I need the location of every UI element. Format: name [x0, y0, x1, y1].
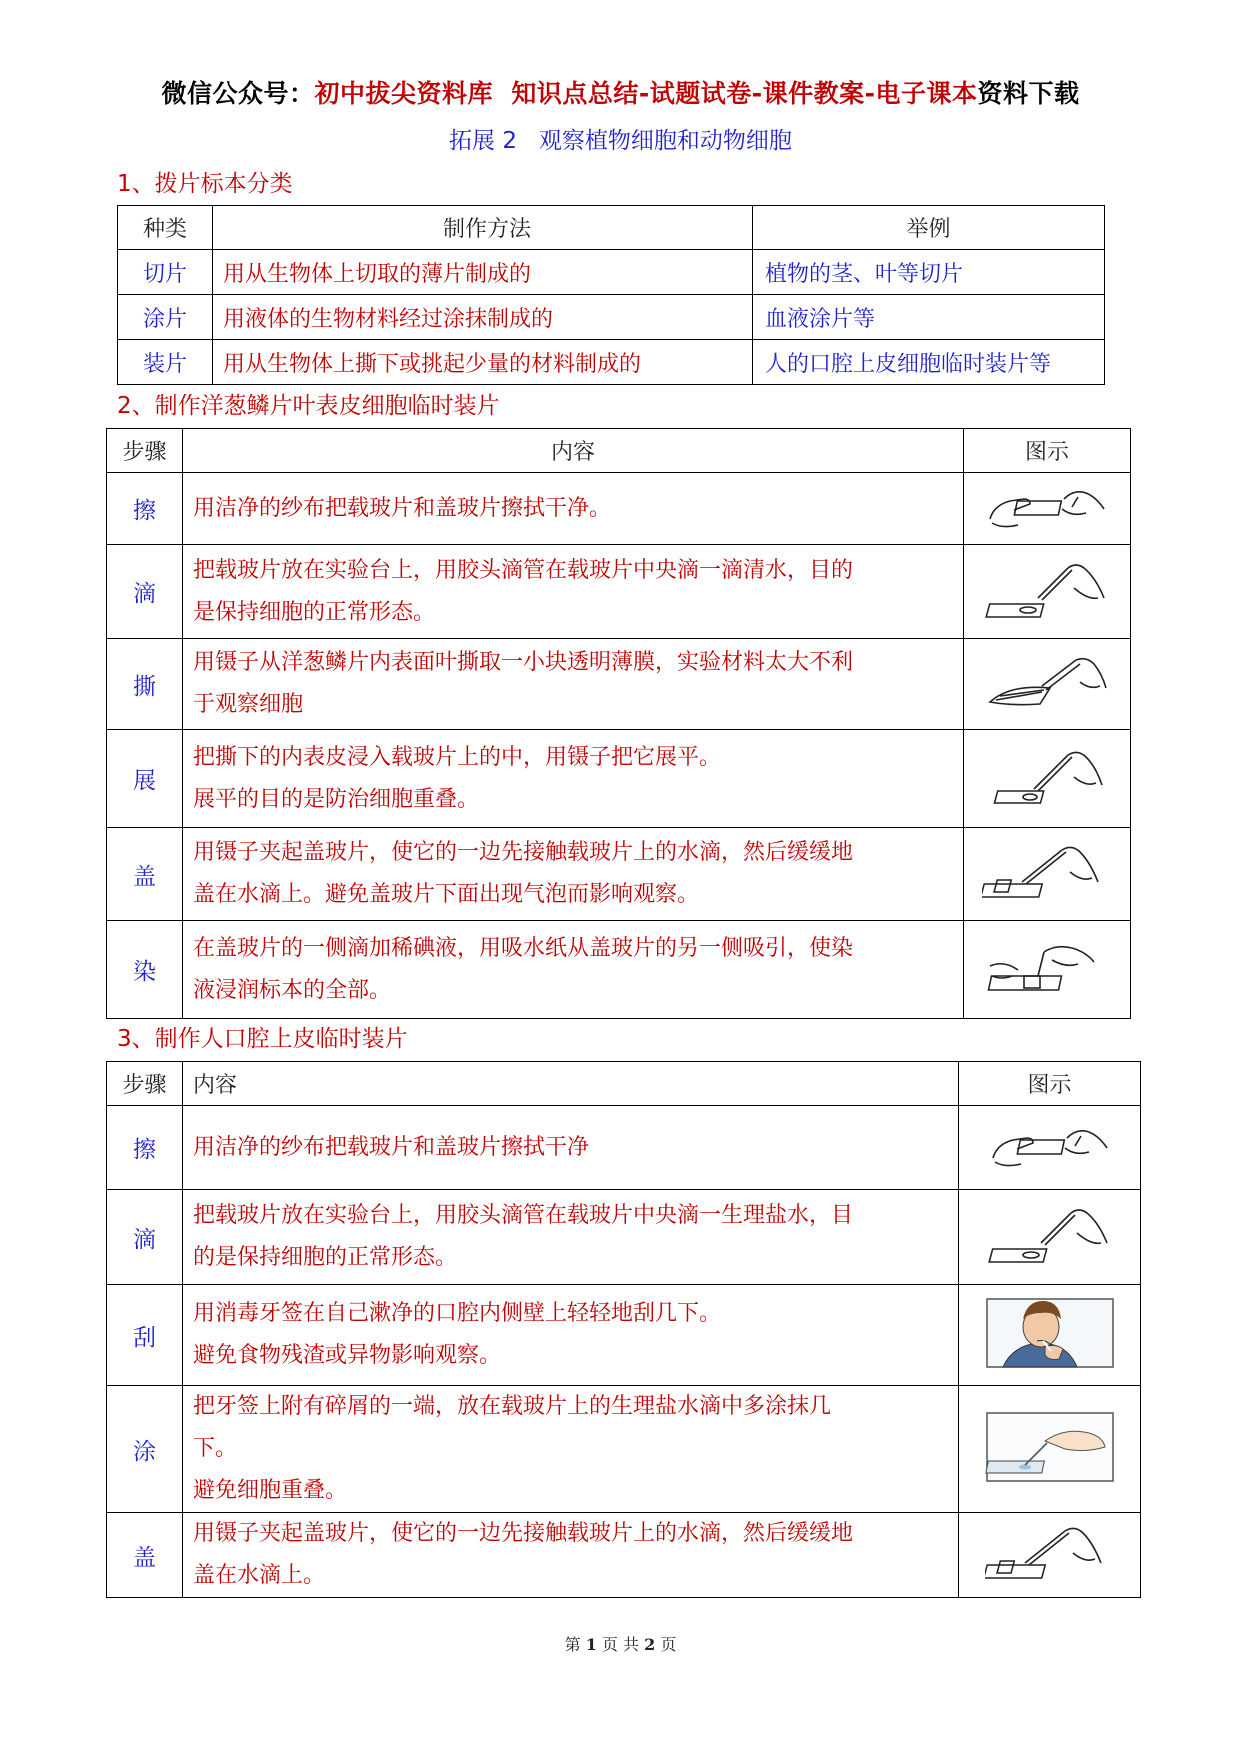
table-header-row: [118, 206, 1105, 250]
page-total: 2: [644, 1635, 656, 1654]
content-line: 在盖玻片的一侧滴加稀碘液，用吸水纸从盖玻片的另一侧吸引，使染: [193, 935, 854, 961]
content-line: 避免食物残渣或异物影响观察。: [193, 1343, 502, 1368]
dropper-icon: [985, 1203, 1115, 1267]
content-cell: [183, 921, 964, 1019]
page-header: [0, 74, 1241, 110]
illustration-cell: [964, 921, 1131, 1019]
table-row: [107, 921, 1131, 1019]
example-cell: 人的口腔上皮细胞临时装片等: [753, 340, 1105, 385]
content-cell: [183, 1285, 959, 1386]
content-line: 液浸润标本的全部。: [193, 977, 392, 1003]
tweezers-spreading-icon: [982, 745, 1112, 809]
table-row: [107, 639, 1131, 730]
page-footer: [0, 1632, 1241, 1655]
column-header: 图示: [964, 429, 1131, 473]
method-cell: 用从生物体上撕下或挑起少量的材料制成的: [213, 340, 753, 385]
content-cell: [183, 1513, 959, 1598]
section2-heading: 2、制作洋葱鳞片叶表皮细胞临时装片: [117, 393, 500, 419]
column-header: 种类: [118, 206, 213, 250]
table-header-row: [107, 429, 1131, 473]
illustration-cell: [964, 473, 1131, 545]
step-cell: 滴: [107, 545, 183, 639]
example-cell: 血液涂片等: [753, 295, 1105, 340]
content-line: 于观察细胞: [193, 692, 304, 717]
content-line: 盖在水滴上。避免盖玻片下面出现气泡而影响观察。: [193, 882, 700, 907]
content-line: 用镊子夹起盖玻片，使它的一边先接触载玻片上的水滴，然后缓缓地: [193, 840, 854, 865]
illustration-cell: [959, 1190, 1141, 1285]
table-row: [118, 250, 1105, 295]
content-line: 避免细胞重叠。: [193, 1478, 348, 1503]
footer-text: 第: [564, 1635, 581, 1654]
column-header: 内容: [183, 429, 964, 473]
content-cell: [183, 1386, 959, 1513]
step-cell: 撕: [107, 639, 183, 730]
table-row: [107, 1285, 1141, 1386]
content-cell: [183, 639, 964, 730]
kind-cell: 切片: [118, 250, 213, 295]
section3-heading: 3、制作人口腔上皮临时装片: [117, 1026, 408, 1052]
content-line: 用镊子从洋葱鳞片内表面叶撕取一小块透明薄膜，实验材料太大不利: [193, 650, 854, 675]
dropper-icon: [982, 558, 1112, 622]
content-cell: [183, 473, 964, 545]
column-header: 内容: [183, 1062, 959, 1106]
content-cell: [183, 545, 964, 639]
kind-cell: 涂片: [118, 295, 213, 340]
content-line: 把载玻片放在实验台上，用胶头滴管在载玻片中央滴一生理盐水，目: [193, 1203, 854, 1228]
step-cell: 展: [107, 730, 183, 828]
step-cell: 盖: [107, 1513, 183, 1598]
illustration-cell: [959, 1513, 1141, 1598]
section1-heading: 1、拨片标本分类: [117, 171, 293, 197]
step-cell: 滴: [107, 1190, 183, 1285]
table-row: [107, 473, 1131, 545]
header-suffix: 资料下载: [977, 79, 1080, 108]
illustration-cell: [964, 545, 1131, 639]
content-line: 下。: [193, 1436, 238, 1461]
page-number: 1: [585, 1635, 597, 1654]
wiping-slides-icon: [985, 1118, 1115, 1174]
onion-slide-steps-table: [106, 428, 1131, 1019]
illustration-cell: [959, 1285, 1141, 1386]
staining-icon: [982, 936, 1112, 1000]
header-prefix: 微信公众号：: [161, 79, 315, 108]
table-row: [107, 545, 1131, 639]
table-row: [107, 1513, 1141, 1598]
table-row: [118, 340, 1105, 385]
table-header-row: [107, 1062, 1141, 1106]
content-cell: [183, 828, 964, 921]
content-line: 用消毒牙签在自己漱净的口腔内侧壁上轻轻地刮几下。: [193, 1301, 722, 1326]
content-cell: [183, 1106, 959, 1190]
smearing-icon: [985, 1411, 1115, 1483]
method-cell: 用液体的生物材料经过涂抹制成的: [213, 295, 753, 340]
content-line: 把载玻片放在实验台上，用胶头滴管在载玻片中央滴一滴清水，目的: [193, 557, 854, 583]
content-line: 用镊子夹起盖玻片，使它的一边先接触载玻片上的水滴，然后缓缓地: [193, 1521, 854, 1546]
footer-text: 页: [660, 1635, 677, 1654]
content-line: 用洁净的纱布把载玻片和盖玻片擦拭干净: [193, 1134, 590, 1160]
method-cell: 用从生物体上切取的薄片制成的: [213, 250, 753, 295]
column-header: 步骤: [107, 1062, 183, 1106]
content-line: 盖在水滴上。: [193, 1563, 326, 1588]
header-red-text: 初中拔尖资料库 知识点总结-试题试卷-课件教案-电子课本: [314, 79, 978, 108]
step-cell: 擦: [107, 473, 183, 545]
slide-types-table: [117, 205, 1105, 385]
step-cell: 刮: [107, 1285, 183, 1386]
content-line: 的是保持细胞的正常形态。: [193, 1245, 458, 1270]
step-cell: 擦: [107, 1106, 183, 1190]
example-cell: 植物的茎、叶等切片: [753, 250, 1105, 295]
table-row: [107, 1386, 1141, 1513]
step-cell: 盖: [107, 828, 183, 921]
tearing-membrane-icon: [982, 650, 1112, 714]
content-line: 用洁净的纱布把载玻片和盖玻片擦拭干净。: [193, 495, 612, 521]
step-cell: 涂: [107, 1386, 183, 1513]
page-title: 拓展 2 观察植物细胞和动物细胞: [449, 128, 792, 154]
content-cell: [183, 1190, 959, 1285]
content-line: 展平的目的是防治细胞重叠。: [193, 786, 480, 812]
content-cell: [183, 730, 964, 828]
illustration-cell: [959, 1106, 1141, 1190]
illustration-cell: [964, 730, 1131, 828]
kind-cell: 装片: [118, 340, 213, 385]
table-row: [118, 295, 1105, 340]
cheek-scraping-icon: [985, 1297, 1115, 1369]
content-line: 把撕下的内表皮浸入载玻片上的中，用镊子把它展平。: [193, 744, 722, 770]
wiping-slides-icon: [982, 479, 1112, 535]
cover-slip-icon: [982, 840, 1112, 904]
table-row: [107, 730, 1131, 828]
column-header: 制作方法: [213, 206, 753, 250]
footer-text: 页 共: [601, 1635, 640, 1654]
table-row: [107, 1106, 1141, 1190]
cover-slip-icon: [985, 1521, 1115, 1585]
content-line: 把牙签上附有碎屑的一端，放在载玻片上的生理盐水滴中多涂抹几: [193, 1394, 832, 1419]
illustration-cell: [959, 1386, 1141, 1513]
illustration-cell: [964, 828, 1131, 921]
illustration-cell: [964, 639, 1131, 730]
table-row: [107, 1190, 1141, 1285]
table-row: [107, 828, 1131, 921]
column-header: 举例: [753, 206, 1105, 250]
content-line: 是保持细胞的正常形态。: [193, 599, 436, 625]
column-header: 步骤: [107, 429, 183, 473]
step-cell: 染: [107, 921, 183, 1019]
cheek-slide-steps-table: [106, 1061, 1141, 1598]
column-header: 图示: [959, 1062, 1141, 1106]
